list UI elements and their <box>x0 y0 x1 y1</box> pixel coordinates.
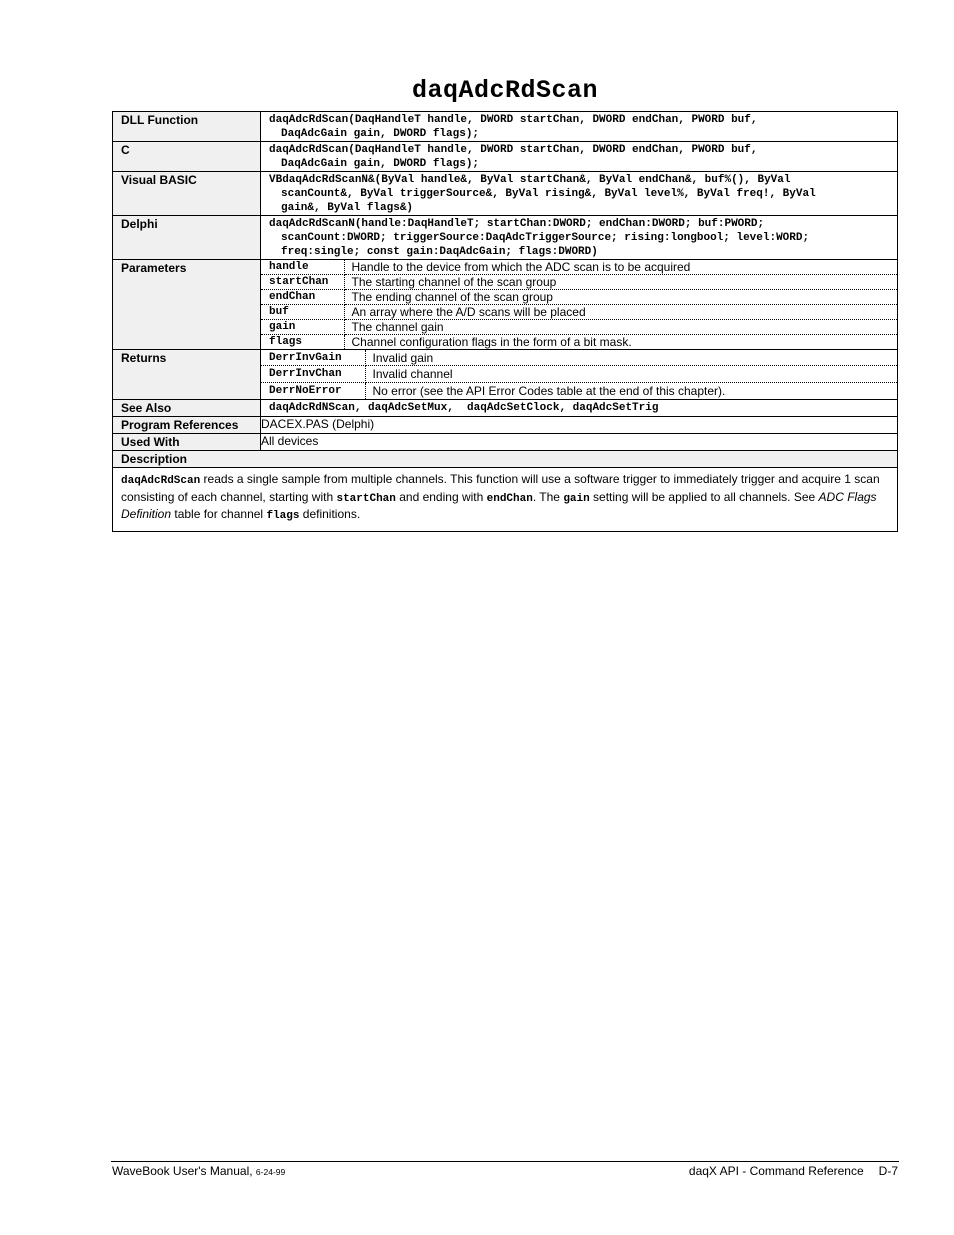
parameters-label: Parameters <box>113 260 261 350</box>
return-code: DerrInvGain <box>261 350 365 366</box>
visual-basic-row <box>113 172 898 216</box>
c-row <box>113 142 898 172</box>
return-code: DerrNoError <box>261 383 365 400</box>
return-row <box>261 366 897 383</box>
dll-function-row <box>113 112 898 142</box>
parameter-row <box>261 290 897 305</box>
delphi-signature-line1: daqAdcRdScanN(handle:DaqHandleT; startChan:DWORD; endChan:DWORD; buf:PWORD; <box>269 218 765 230</box>
returns-label: Returns <box>113 350 261 400</box>
program-references-row <box>113 417 898 434</box>
parameter-name: handle <box>261 260 344 275</box>
description-text: daqAdcRdScan reads a single sample from multiple channels. This function will use a software trigger to immediately trigger and acquire 1 scan consisting of each channel, starting with startChan and ending with endChan. The gain setting will be applied to all channels. See ADC Flags Definition table for channel flags definitions. <box>113 468 898 532</box>
parameter-name: endChan <box>261 290 344 305</box>
visual-basic-signature-line1: VBdaqAdcRdScanN&(ByVal handle&, ByVal startChan&, ByVal endChan&, buf%(), ByVal <box>269 174 791 186</box>
used-with-value: All devices <box>261 434 898 451</box>
return-row <box>261 350 897 366</box>
description-label: Description <box>113 451 898 468</box>
visual-basic-label: Visual BASIC <box>113 172 261 216</box>
parameter-desc: The channel gain <box>344 320 897 335</box>
parameter-name: buf <box>261 305 344 320</box>
delphi-signature-line3: freq:single; const gain:DaqAdcGain; flags:DWORD) <box>281 246 598 258</box>
description-header-row <box>113 451 898 468</box>
parameters-row <box>113 260 898 350</box>
footer-section: daqX API - Command Reference D-7 <box>688 1164 898 1178</box>
page-title: daqAdcRdScan <box>411 76 599 105</box>
c-signature-line1: daqAdcRdScan(DaqHandleT handle, DWORD startChan, DWORD endChan, PWORD buf, <box>269 144 758 156</box>
parameter-desc: Handle to the device from which the ADC scan is to be acquired <box>344 260 897 275</box>
see-also-row <box>113 400 898 417</box>
visual-basic-signature-line2: scanCount&, ByVal triggerSource&, ByVal rising&, ByVal level%, ByVal freq!, ByVal <box>281 188 816 200</box>
parameters-list <box>261 260 897 349</box>
parameter-desc: An array where the A/D scans will be placed <box>344 305 897 320</box>
returns-list <box>261 350 897 399</box>
parameter-name: flags <box>261 335 344 350</box>
delphi-row <box>113 216 898 260</box>
footer-manual: WaveBook User's Manual, 6-24-99 <box>112 1164 286 1178</box>
returns-row <box>113 350 898 400</box>
return-code: DerrInvChan <box>261 366 365 383</box>
description-body-row <box>113 468 898 532</box>
parameter-row <box>261 305 897 320</box>
parameter-desc: The ending channel of the scan group <box>344 290 897 305</box>
see-also-label: See Also <box>113 400 261 417</box>
c-label: C <box>113 142 261 172</box>
c-signature-line2: DaqAdcGain gain, DWORD flags); <box>281 158 480 170</box>
delphi-label: Delphi <box>113 216 261 260</box>
return-row <box>261 383 897 400</box>
parameter-row <box>261 335 897 350</box>
return-desc: Invalid gain <box>365 350 897 366</box>
parameter-name: startChan <box>261 275 344 290</box>
adc-flags-definition-ref: ADC Flags Definition <box>121 489 877 521</box>
parameter-row <box>261 260 897 275</box>
dll-function-label: DLL Function <box>113 112 261 142</box>
used-with-label: Used With <box>113 434 261 451</box>
delphi-signature-line2: scanCount:DWORD; triggerSource:DaqAdcTriggerSource; rising:longbool; level:WORD; <box>281 232 810 244</box>
parameter-desc: Channel configuration flags in the form of a bit mask. <box>351 335 632 349</box>
return-desc: No error (see the API Error Codes table at the end of this chapter). <box>372 384 726 398</box>
parameter-desc: The starting channel of the scan group <box>344 275 897 290</box>
parameter-name: gain <box>261 320 344 335</box>
visual-basic-signature-line3: gain&, ByVal flags&) <box>281 202 414 214</box>
footer-rule <box>111 1161 899 1162</box>
footer-page-number: D-7 <box>878 1164 898 1178</box>
used-with-row <box>113 434 898 451</box>
description-function-name: daqAdcRdScan <box>121 475 201 487</box>
see-also-value: daqAdcRdNScan, daqAdcSetMux, daqAdcSetClock, daqAdcSetTrig <box>261 400 898 417</box>
parameter-row <box>261 275 897 290</box>
dll-function-signature-line2: DaqAdcGain gain, DWORD flags); <box>281 128 480 140</box>
dll-function-signature-line1: daqAdcRdScan(DaqHandleT handle, DWORD startChan, DWORD endChan, PWORD buf, <box>269 114 758 126</box>
program-references-value: DACEX.PAS (Delphi) <box>261 417 898 434</box>
program-references-label: Program References <box>113 417 261 434</box>
footer-date: 6-24-99 <box>255 1167 286 1177</box>
return-desc: Invalid channel <box>365 366 897 383</box>
parameter-row <box>261 320 897 335</box>
function-reference-table <box>112 111 898 532</box>
